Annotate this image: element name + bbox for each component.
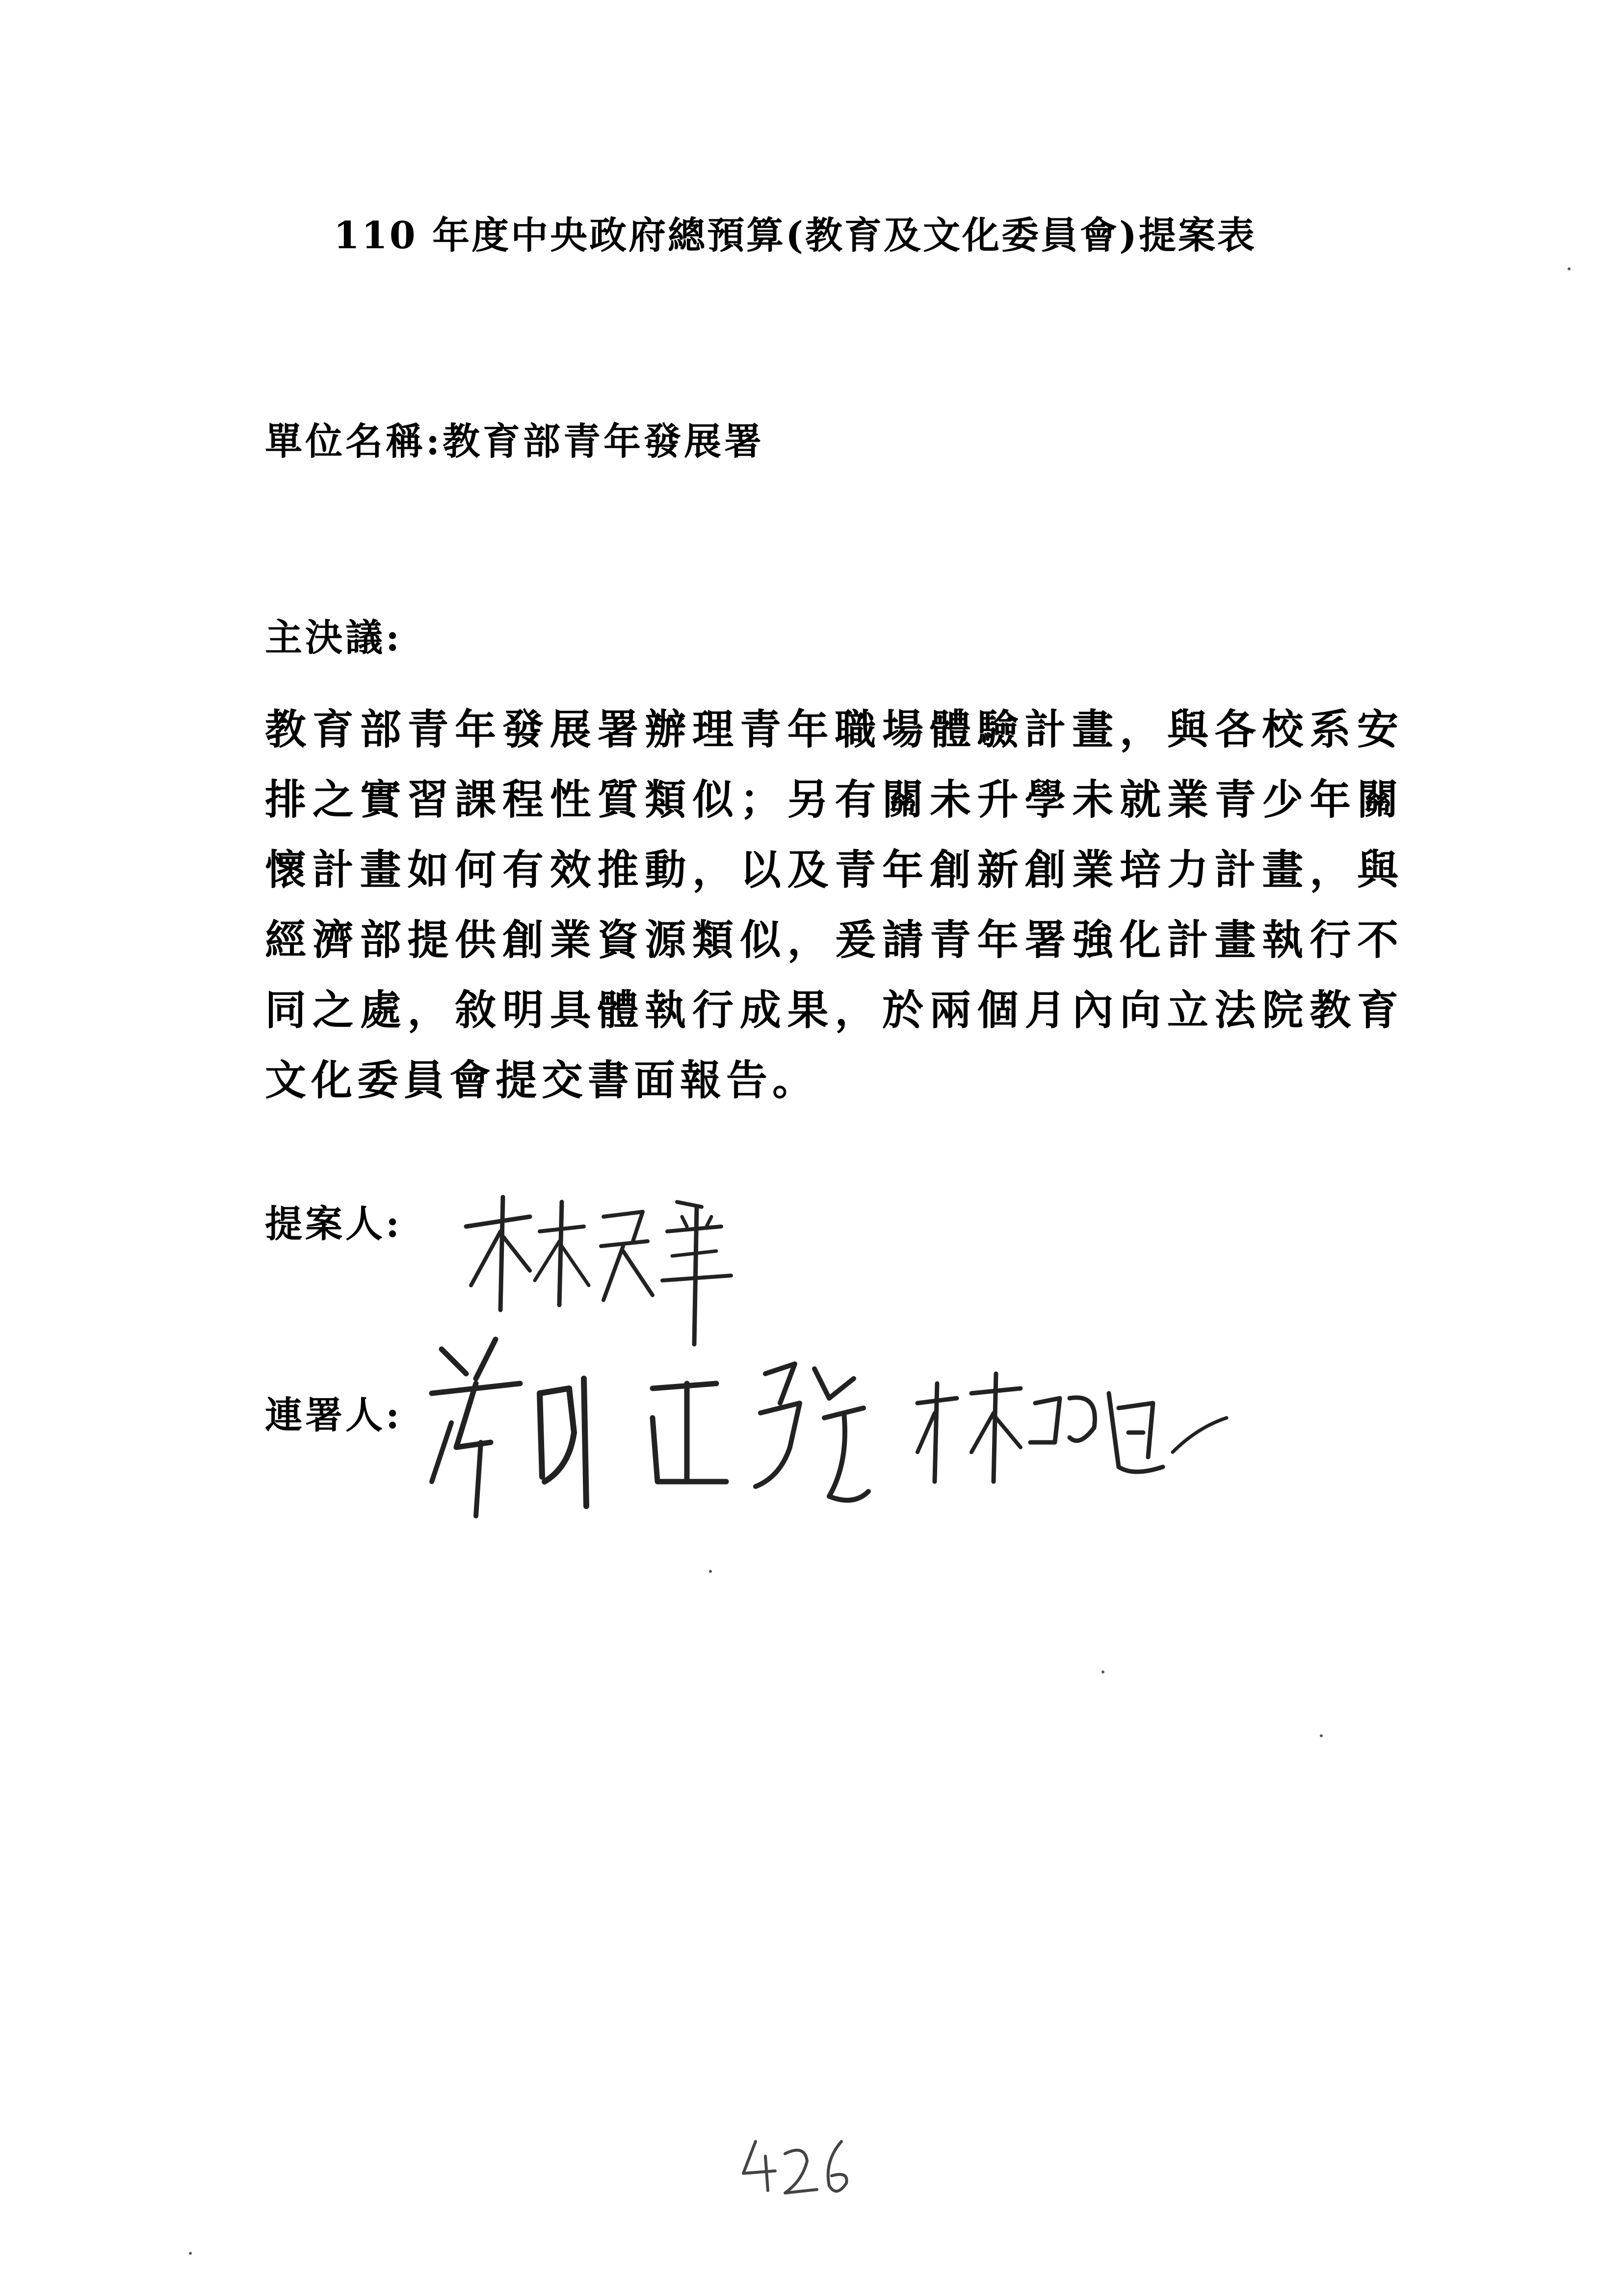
scan-speck [1101, 1670, 1104, 1673]
unit-label: 單位名稱: [265, 419, 443, 463]
document-title: 110 年度中央政府總預算(教育及文化委員會)提案表 [334, 213, 1257, 257]
cosigner-label: 連署人: [265, 1393, 403, 1437]
scan-speck [709, 1570, 712, 1573]
proposer-label: 提案人: [265, 1202, 403, 1246]
scan-speck [1568, 267, 1571, 270]
unit-name: 教育部青年發展署 [443, 419, 765, 463]
scan-speck [1320, 1734, 1323, 1737]
unit-line [265, 415, 764, 469]
cosigner-signature [422, 1320, 1246, 1526]
scan-speck [189, 2252, 192, 2255]
page-number-handwriting [738, 2132, 861, 2205]
resolution-text: 教育部青年發展署辦理青年職場體驗計畫，與各校系安排之實習課程性質類似；另有關未升學未就業青少年關懷計畫如何有效推動，以及青年創新創業培力計畫，與經濟部提供創業資源類似，爰請青年署強化計畫執行不同之處，敘明具體執行成果，於兩個月內向立法院教育文化委員會提交書面報告。 [265, 705, 1403, 1104]
page-number [738, 2132, 861, 2205]
resolution-label: 主決議: [265, 616, 403, 659]
